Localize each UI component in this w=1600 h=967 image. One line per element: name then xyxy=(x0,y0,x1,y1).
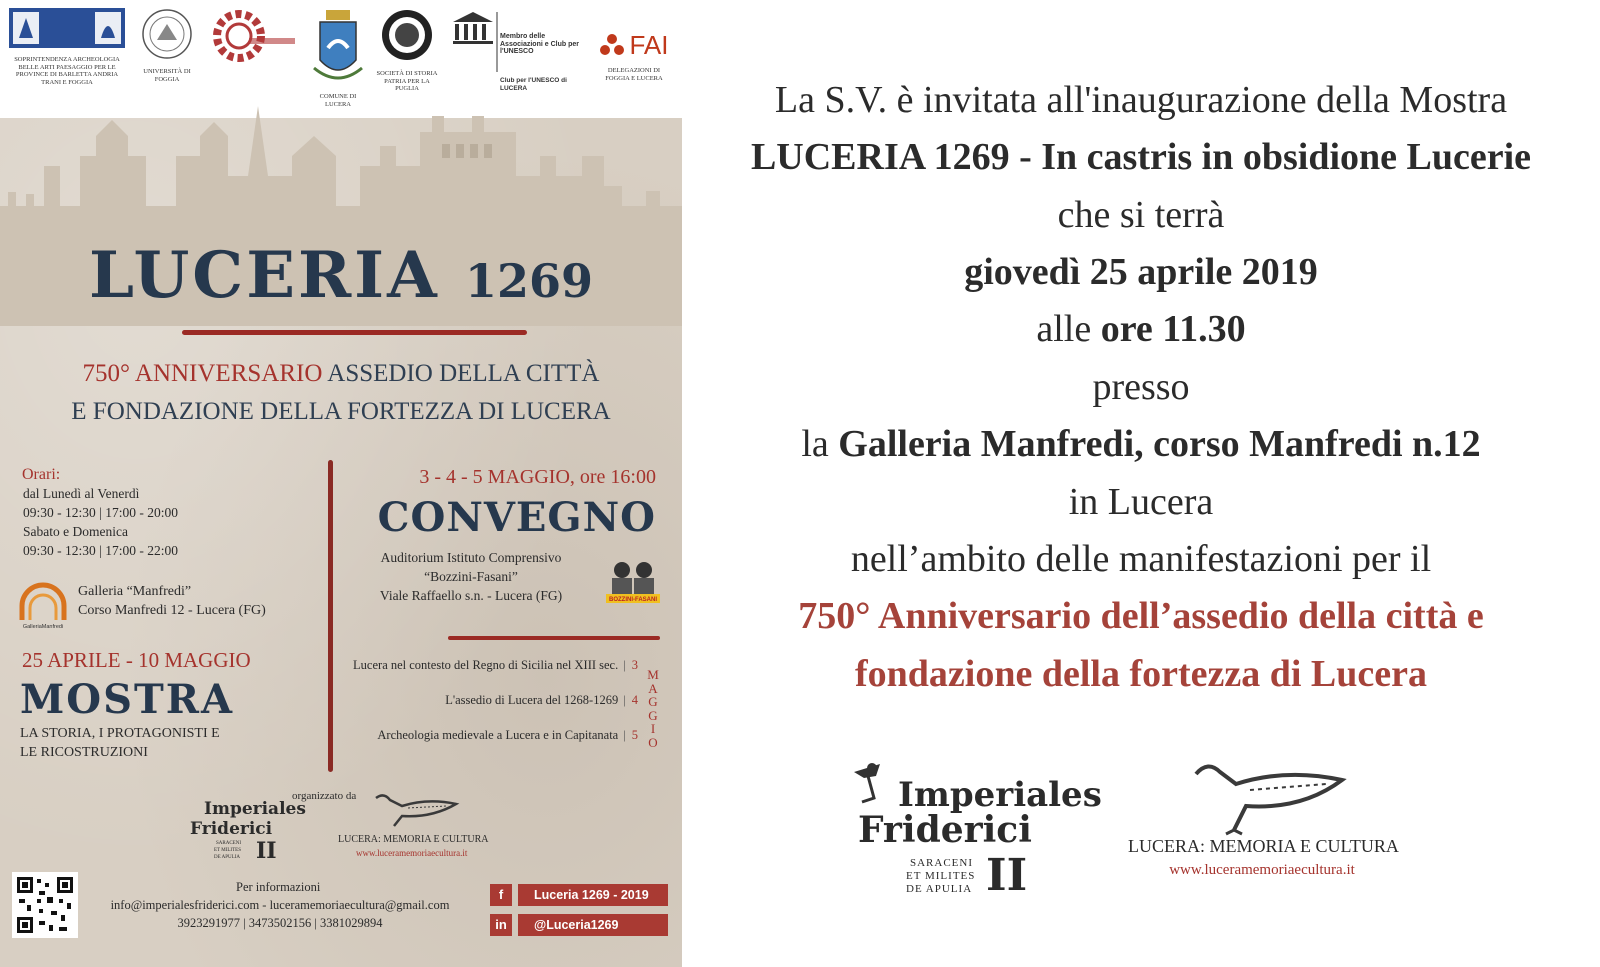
numeral-two: II xyxy=(986,850,1028,901)
convegno-heading: CONVEGNO xyxy=(377,494,656,541)
motto-line: SARACENI xyxy=(910,857,974,869)
imperiales-word: Imperiales xyxy=(204,799,306,819)
instagram-icon[interactable]: in xyxy=(490,914,512,936)
invitation-line: in Lucera xyxy=(1068,481,1214,523)
venue-prefix: la xyxy=(801,423,839,465)
fai-logo xyxy=(594,8,674,82)
motto-line: ET MILITES xyxy=(906,870,976,882)
university-logo xyxy=(134,8,200,83)
school-logo-icon xyxy=(604,556,662,606)
knight-icon xyxy=(854,763,880,802)
lmc-name: LUCERA: MEMORIA E CULTURA xyxy=(1128,836,1399,856)
poster-title xyxy=(0,238,682,313)
mostra-subtitle: LA STORIA, I PROTAGONISTI E xyxy=(20,726,220,741)
mostra-subtitle: LE RICOSTRUZIONI xyxy=(20,745,148,760)
anniversary-line-1-rest: ASSEDIO DELLA CITTÀ xyxy=(322,360,600,387)
time-value: ore 11.30 xyxy=(1100,308,1246,350)
poster-title-year: 1269 xyxy=(465,254,594,308)
fai-caption: DELEGAZIONI DI FOGGIA E LUCERA xyxy=(605,67,663,82)
gear-icon xyxy=(209,8,297,64)
invitation-line: La S.V. è invitata all'inaugurazione della Mostra xyxy=(774,79,1508,121)
comune-caption: COMUNE DI LUCERA xyxy=(319,93,357,108)
ministry-caption: SOPRINTENDENZA ARCHEOLOGIA BELLE ARTI PAESAGGIO PER LE PROVINCE DI BARLETTA ANDRIA TRANI E FOGGIA xyxy=(14,56,120,86)
poster-title-word: LUCERIA xyxy=(88,238,440,313)
school-logo-text: BOZZINI-FASANI xyxy=(609,597,657,603)
orari-line: 09:30 - 12:30 | 17:00 - 22:00 xyxy=(23,543,178,558)
invitation-date-text: giovedì 25 aprile 2019 xyxy=(964,251,1318,293)
comune-logo xyxy=(306,8,370,108)
lmc-url-small: www.luceramemoriaecultura.it xyxy=(356,848,468,858)
convegno-venue-line: Auditorium Istituto Comprensivo xyxy=(380,550,562,565)
lmc-url[interactable]: www.luceramemoriaecultura.it xyxy=(1169,862,1355,878)
unesco-member-text: Membro delle Associazioni e Club per l'UNESCO xyxy=(500,33,579,55)
fai-wordmark: FAI xyxy=(629,30,669,60)
invitation-venue xyxy=(682,422,1600,466)
orari-line: Sabato e Domenica xyxy=(23,524,128,539)
convegno-venue-line: Viale Raffaello s.n. - Lucera (FG) xyxy=(379,588,563,603)
motto-line: DE APULIA xyxy=(214,855,240,860)
imperiales-word: Imperiales xyxy=(898,775,1102,815)
anniversary-highlight: 750° ANNIVERSARIO xyxy=(82,360,323,387)
talk-title: Lucera nel contesto del Regno di Sicilia nel XIII sec. xyxy=(353,658,619,672)
unesco-caption: Club per l'UNESCO di LUCERA xyxy=(500,77,567,92)
invitation-anniversary-line: fondazione della fortezza di Lucera xyxy=(854,653,1427,695)
talk-item: Lucera nel contesto del Regno di Sicilia nel XIII sec. | 3 xyxy=(353,658,638,672)
talk-item: Archeologia medievale a Lucera e in Capitanata | 5 xyxy=(377,728,638,742)
orari-line: 09:30 - 12:30 | 17:00 - 20:00 xyxy=(23,505,178,520)
talk-day: 3 xyxy=(631,658,638,672)
motto-line: ET MILITES xyxy=(214,848,241,853)
orari-line: dal Lunedì al Venerdì xyxy=(23,486,140,501)
info-heading: Per informazioni xyxy=(236,880,321,894)
ministry-logo xyxy=(8,8,126,86)
invitation-line: presso xyxy=(1092,366,1190,408)
invitation-anniversary-line: 750° Anniversario dell’assedio della città e xyxy=(798,595,1484,637)
organized-by-label: organizzato da xyxy=(292,790,357,802)
university-caption: UNIVERSITÀ DI FOGGIA xyxy=(143,68,191,83)
convegno-dates: 3 - 4 - 5 MAGGIO, ore 16:00 xyxy=(419,466,656,488)
storia-patria-caption: SOCIETÀ DI STORIA PATRIA PER LA PUGLIA xyxy=(376,70,438,92)
invitation-line: nell’ambito delle manifestazioni per il xyxy=(850,538,1432,580)
talk-title: L'assedio di Lucera del 1268-1269 xyxy=(445,693,619,707)
storia-patria-seal-icon xyxy=(380,8,434,62)
invitation-time xyxy=(682,307,1600,351)
month-vertical-label: M A G G I O xyxy=(647,667,659,750)
talk-title: Archeologia medievale a Lucera e in Capitanata xyxy=(377,728,619,742)
galleria-name: Galleria “Manfredi” xyxy=(78,584,192,599)
facebook-page-label[interactable]: Luceria 1269 - 2019 xyxy=(518,884,668,906)
galleria-logo-text: GalleriaManfredi xyxy=(22,624,64,630)
study-center-logo xyxy=(208,8,298,69)
motto-line: DE APULIA xyxy=(906,883,973,895)
info-phones: 3923291977 | 3473502156 | 3381029894 xyxy=(177,916,383,930)
invitation-exhibition-title xyxy=(682,135,1600,179)
lmc-bird-emblem-icon xyxy=(1190,758,1350,838)
event-poster xyxy=(0,0,682,967)
convegno-divider xyxy=(448,636,660,640)
talk-day: 4 xyxy=(631,693,638,707)
title-divider xyxy=(182,330,527,335)
university-seal-icon xyxy=(141,8,193,60)
unesco-logo xyxy=(446,8,592,92)
anniversary-line-1 xyxy=(0,360,682,388)
galleria-address: Corso Manfredi 12 - Lucera (FG) xyxy=(78,603,266,618)
motto-line: SARACENI xyxy=(216,841,242,846)
numeral-two: II xyxy=(256,838,277,864)
talk-item: L'assedio di Lucera del 1268-1269 | 4 xyxy=(445,693,638,707)
ministry-emblem-icon xyxy=(9,8,125,48)
friderici-word: Friderici xyxy=(190,819,273,839)
friderici-word: Friderici xyxy=(858,809,1032,851)
section-divider xyxy=(328,460,333,772)
invitation-line: che si terrà xyxy=(1057,194,1225,236)
info-email[interactable]: info@imperialesfriderici.com - luceramemoriaecultura@gmail.com xyxy=(110,898,450,912)
coat-of-arms-icon xyxy=(310,8,366,88)
exhibition-title-text: LUCERIA 1269 - In castris in obsidione Lucerie xyxy=(750,136,1532,178)
lmc-name-small: LUCERA: MEMORIA E CULTURA xyxy=(338,834,489,845)
orari-heading: Orari: xyxy=(22,466,61,483)
storia-patria-logo xyxy=(376,8,438,93)
convegno-venue-line: “Bozzini-Fasani” xyxy=(424,569,518,584)
venue-name: Galleria Manfredi, corso Manfredi n.12 xyxy=(838,423,1481,465)
qr-code xyxy=(12,872,78,938)
anniversary-line-2: E FONDAZIONE DELLA FORTEZZA DI LUCERA xyxy=(71,398,611,425)
instagram-handle-label[interactable]: @Luceria1269 xyxy=(518,914,668,936)
galleria-arch-icon xyxy=(18,586,68,630)
imperiales-friderici-small-logo xyxy=(186,792,306,864)
invitation-date xyxy=(682,250,1600,294)
time-prefix: alle xyxy=(1036,308,1101,350)
talk-day: 5 xyxy=(631,728,638,742)
mostra-heading: MOSTRA xyxy=(20,676,235,723)
fai-flower-icon xyxy=(599,33,625,59)
imperiales-friderici-logo xyxy=(850,758,1102,901)
bird-emblem-icon xyxy=(372,790,460,830)
mostra-dates: 25 APRILE - 10 MAGGIO xyxy=(22,648,251,672)
facebook-icon[interactable]: f xyxy=(490,884,512,906)
